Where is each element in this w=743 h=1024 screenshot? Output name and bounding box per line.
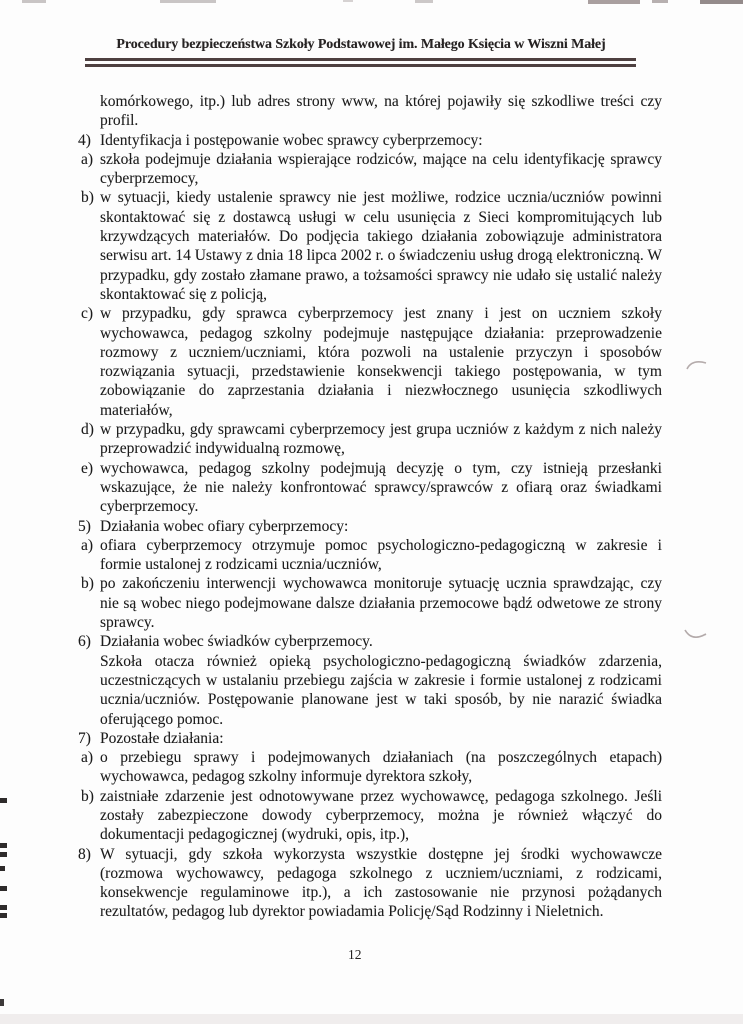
page-number: 12 [348, 947, 362, 962]
sub-item-5b [81, 574, 662, 632]
header-double-rule [85, 58, 636, 67]
scan-mark-top [343, 0, 353, 2]
scan-mark-top [588, 0, 640, 4]
list-item-text: Pozostałe działania: [100, 729, 224, 747]
scan-mark-top [652, 0, 668, 3]
sub-item-4b [81, 188, 662, 304]
sub-item-7b [81, 787, 662, 845]
document-body [78, 92, 662, 922]
sub-item-4c [81, 304, 662, 420]
scan-mark-bottom-left [0, 999, 4, 1006]
sub-item-text: ofiara cyberprzemocy otrzymuje pomoc psychologiczno-pedagogiczną w zakresie i formie ustalonej z rodzicami ucznia/uczniów, [100, 536, 662, 574]
sub-item-text: w przypadku, gdy sprawcami cyberprzemocy jest grupa uczniów z każdym z nich należy przeprowadzić indywidualną rozmowę, [100, 421, 662, 458]
list-marker: d) [81, 421, 94, 439]
sub-item-text: w przypadku, gdy sprawca cyberprzemocy jest znany i jest on uczniem szkoły wychowawca, pedagog szkolny podejmuje następujące działania: przeprowadzenie rozmowy z uczniem/uczniami, która pozwoli na ustalenie przyczyn i sposobów rozwiązania sytuacji, przedstawienie konsekwencji takiego postępowania, w tym zobowiązanie do zaprzestania działania i niezwłocznego usunięcia szkodliwych materiałów, [100, 305, 662, 419]
list-item-5 [78, 517, 662, 536]
scan-mark-left [0, 866, 5, 871]
scan-mark-top [415, 0, 433, 3]
scan-mark-left [0, 886, 7, 891]
sub-item-text: o przebiegu sprawy i podejmowanych działaniach (na poszczególnych etapach) wychowawca, pedagog szkolny informuje dyrektora szkoły, [100, 749, 662, 786]
list-marker: a) [81, 150, 94, 168]
scan-mark-left [0, 913, 7, 918]
list-item-6 [78, 632, 662, 651]
scan-mark-left [0, 852, 7, 857]
list-marker: a) [81, 536, 94, 554]
list-marker: b) [81, 787, 94, 805]
scan-mark-curve [686, 356, 708, 372]
scan-mark-left [0, 905, 7, 910]
sub-item-text: szkoła podejmuje działania wspierające rodziców, mające na celu identyfikację sprawcy cyberprzemocy, [100, 150, 662, 188]
list-item-text: Działania wobec ofiary cyberprzemocy: [100, 517, 349, 535]
scan-mark-top [22, 0, 46, 3]
header-title: Procedury bezpieczeństwa Szkoły Podstawowej im. Małego Księcia w Wiszni Małej [116, 37, 606, 52]
list-marker: 5) [78, 517, 91, 535]
list-marker: 4) [78, 131, 91, 149]
scan-mark-curve [684, 626, 708, 644]
item-6-paragraph: Szkoła otacza również opieką psychologiczno-pedagogiczną świadków zdarzenia, uczestniczących w ustalaniu przebiegu zajścia w zakresie i formie ustalonej z rodzicami ucznia/uczniów. Postępowanie planowane jest w taki sposób, by nie narazić świadka oferującego pomoc. [100, 652, 662, 728]
list-marker: 8) [78, 845, 91, 863]
list-item-text: Działania wobec świadków cyberprzemocy. [100, 633, 373, 651]
list-item-7 [78, 729, 662, 748]
sub-item-4e [81, 459, 662, 517]
list-marker: b) [81, 189, 94, 207]
intro-continuation: komórkowego, itp.) lub adres strony www, na której pojawiły się szkodliwe treści czy profil. [100, 93, 662, 130]
scan-mark-top [700, 0, 743, 4]
list-marker: e) [81, 459, 94, 477]
list-marker: 7) [78, 729, 91, 747]
sub-item-text: po zakończeniu interwencji wychowawca monitoruje sytuację ucznia sprawdzając, czy nie są wobec niego podejmowane dalsze działania przemocowe bądź odwetowe ze strony sprawcy. [100, 575, 662, 632]
sub-item-7a [81, 748, 662, 787]
sub-item-text: w sytuacji, kiedy ustalenie sprawcy nie jest możliwe, rodzice ucznia/uczniów powinni skontaktować się z dostawcą usługi w celu usunięcia z Sieci kompromitujących lub krzywdzących materiałów. Do podjęcia takiego działania zobowiązuje administratora serwisu art. 14 Ustawy z dnia 18 lipca 2002 r. o świadczeniu usług drogą elektroniczną. W przypadku, gdy zostało złamane prawo, a tożsamości sprawcy nie udało się ustalić należy skontaktować się z policją, [100, 189, 662, 303]
list-marker: b) [81, 575, 94, 593]
sub-item-text: wychowawca, pedagog szkolny podejmują decyzję o tym, czy istnieją przesłanki wskazujące, że nie należy konfrontować sprawcy/sprawców z ofiarą oraz świadkami cyberprzemocy. [100, 459, 662, 516]
list-item-text: W sytuacji, gdy szkoła wykorzysta wszystkie dostępne jej środki wychowawcze (rozmowa wychowawcy, pedagoga szkolnego z uczniem/uczniami, z rodzicami, konsekwencje regulaminowe itp.), a ich zastosowanie nie przynosi pożądanych rezultatów, pedagog lub dyrektor powiadamia Policję/Sąd Rodzinny i Nieletnich. [100, 845, 662, 921]
scan-shadow-bottom [0, 1014, 743, 1024]
list-marker: 6) [78, 633, 91, 651]
list-marker: a) [81, 749, 94, 767]
sub-item-4d [81, 420, 662, 459]
list-item-text: Identyfikacja i postępowanie wobec sprawcy cyberprzemocy: [100, 131, 483, 149]
scan-mark-left [0, 843, 7, 848]
sub-item-text: zaistniałe zdarzenie jest odnotowywane przez wychowawcę, pedagoga szkolnego. Jeśli zostały zabezpieczone dowody cyberprzemocy, można je również włączyć do dokumentacji pedagogicznej (wydruki, opis, itp.), [100, 787, 662, 844]
scan-mark-top [160, 0, 216, 3]
scan-mark-left [0, 798, 7, 803]
sub-item-5a [81, 536, 662, 575]
sub-item-4a [81, 150, 662, 189]
list-marker: c) [81, 305, 94, 323]
list-item-4 [78, 131, 662, 150]
list-item-8 [78, 845, 662, 922]
